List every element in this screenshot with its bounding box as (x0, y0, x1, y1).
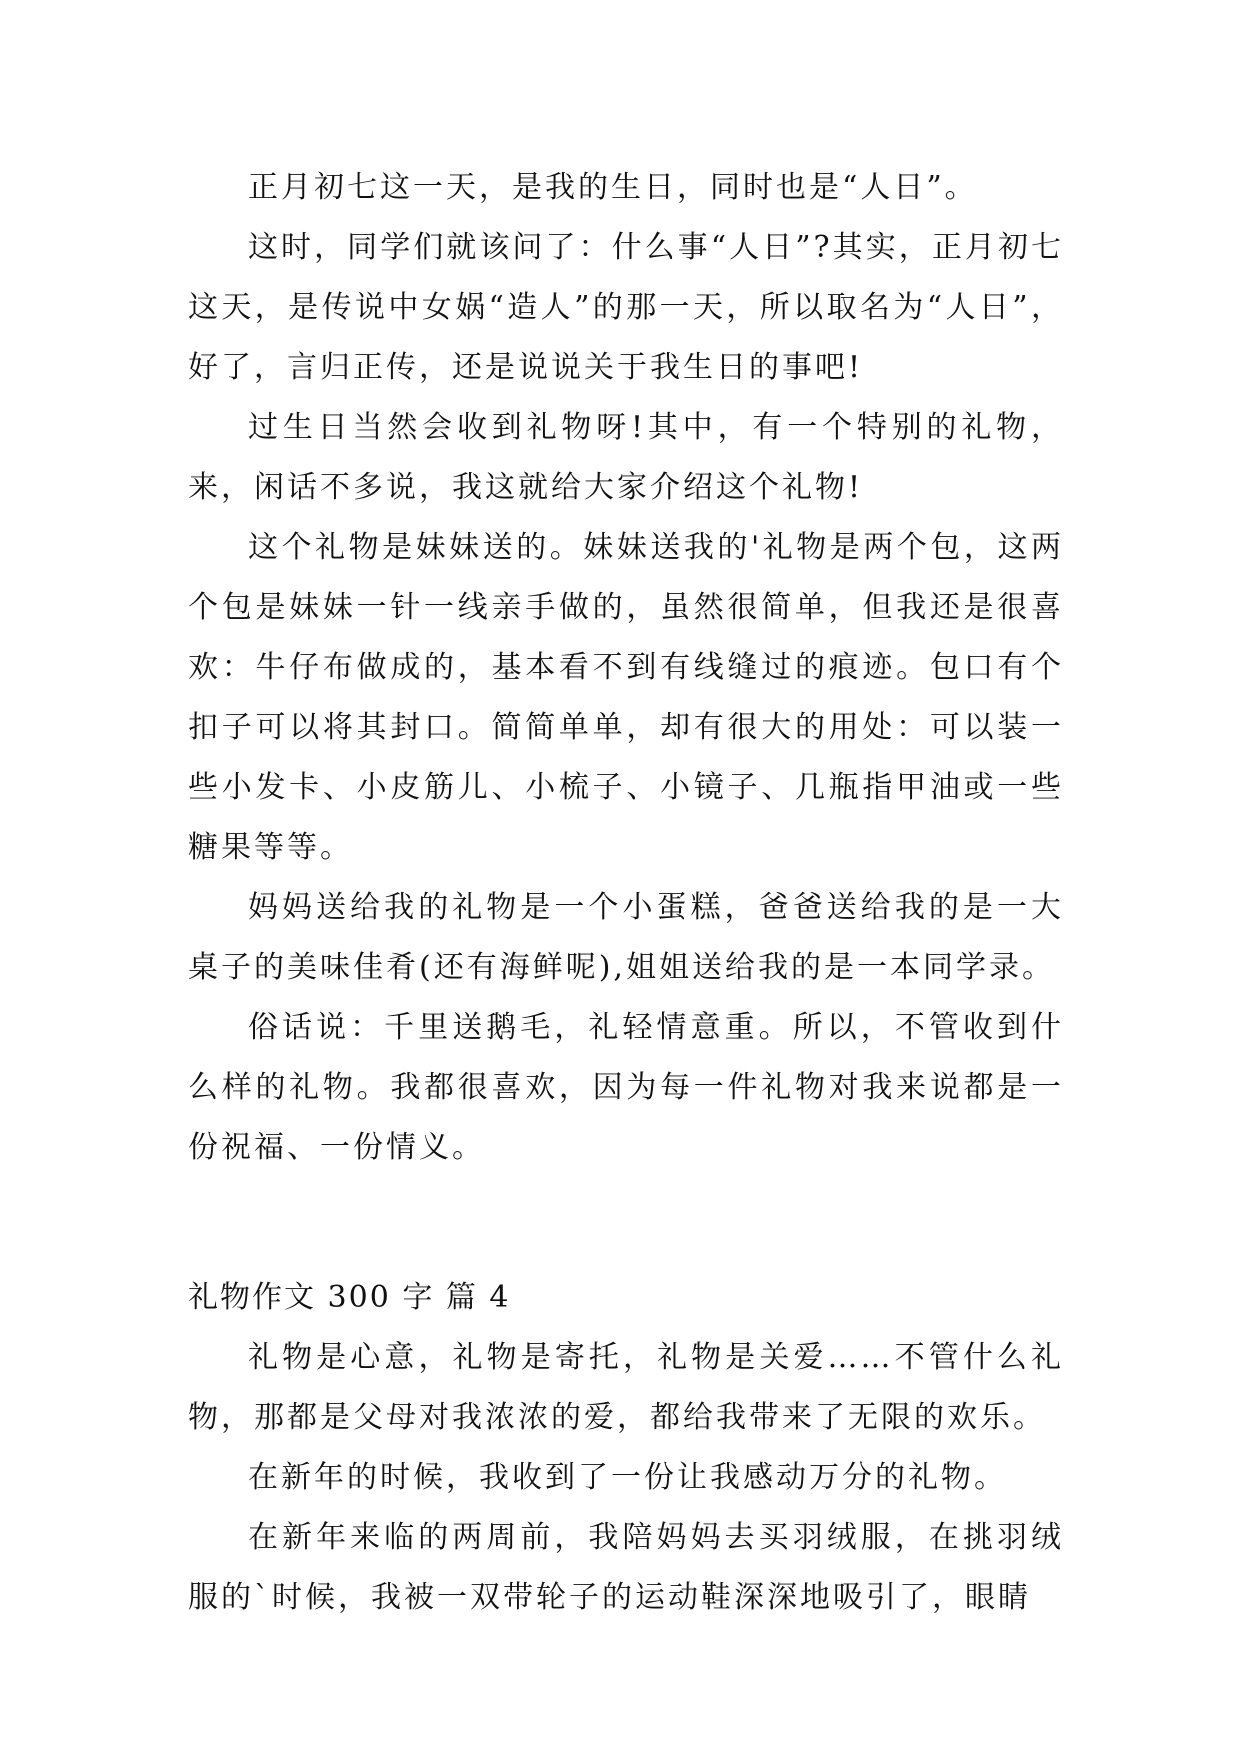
paragraph-family-gifts: 妈妈送给我的礼物是一个小蛋糕，爸爸送给我的是一大桌子的美味佳肴(还有海鲜呢),姐姐送给我的是一本同学录。 (188, 890, 1064, 985)
section-heading: 礼物作文 300 字 篇 4 (188, 1280, 511, 1315)
paragraph-special-gift: 过生日当然会收到礼物呀!其中，有一个特别的礼物，来，闲话不多说，我这就给大家介绍这个礼物! (188, 410, 1064, 505)
paragraph-sister-gift: 这个礼物是妹妹送的。妹妹送我的'礼物是两个包，这两个包是妹妹一针一线亲手做的，虽然很简单，但我还是很喜欢：牛仔布做成的，基本看不到有线缝过的痕迹。包口有个扣子可以将其封口。简简单单，却有很大的用处：可以装一些小发卡、小皮筋儿、小梳子、小镜子、几瓶指甲油或一些糖果等等。 (188, 530, 1064, 865)
document-body (188, 158, 1064, 1628)
paragraph-gift-meaning: 礼物是心意，礼物是寄托，礼物是关爱……不管什么礼物，那都是父母对我浓浓的爱，都给我带来了无限的欢乐。 (188, 1340, 1064, 1435)
paragraph-shopping-story: 在新年来临的两周前，我陪妈妈去买羽绒服，在挑羽绒服的`时候，我被一双带轮子的运动鞋深深地吸引了，眼睛 (188, 1520, 1064, 1615)
paragraph-new-year-gift: 在新年的时候，我收到了一份让我感动万分的礼物。 (248, 1460, 1007, 1495)
paragraph-renri-explanation: 这时，同学们就该问了：什么事“人日”?其实，正月初七这天，是传说中女娲“造人”的那一天，所以取名为“人日”，好了，言归正传，还是说说关于我生日的事吧! (188, 230, 1064, 385)
paragraph-birthday-intro: 正月初七这一天，是我的生日，同时也是“人日”。 (248, 170, 978, 205)
paragraph-proverb: 俗话说：千里送鹅毛，礼轻情意重。所以，不管收到什么样的礼物。我都很喜欢，因为每一件礼物对我来说都是一份祝福、一份情义。 (188, 1010, 1064, 1165)
